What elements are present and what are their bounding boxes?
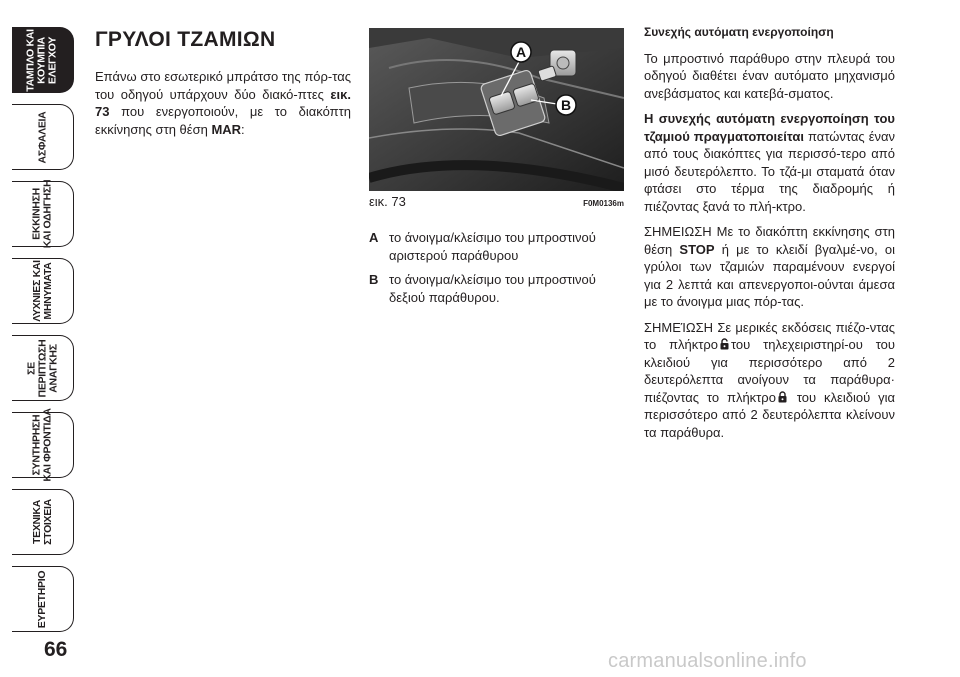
lock-icon bbox=[778, 391, 787, 403]
legend-item bbox=[369, 271, 629, 307]
paragraph-mechanism: Το μπροστινό παράθυρο στην πλευρά του οδηγού διαθέτει έναν αυτόματο μηχανισμό ανεβάσματος και κατεβά-σματος. bbox=[644, 50, 895, 101]
chapter-tab[interactable] bbox=[12, 27, 74, 93]
chapter-tab-label: ΣΥΝΤΗΡΗΣΗ ΚΑΙ ΦΡΟΝΤΙΔΑ bbox=[30, 408, 54, 482]
legend-key: B bbox=[369, 272, 379, 287]
chapter-tab-label: ΕΚΚΙΝΗΣΗ ΚΑΙ ΟΔΗΓΗΣΗ bbox=[30, 179, 54, 249]
chapter-tab[interactable] bbox=[12, 258, 74, 324]
figure-caption bbox=[369, 194, 624, 209]
unlock-icon bbox=[720, 338, 729, 350]
chapter-tab-label: ΣΕ ΠΕΡΙΠΤΩΣΗ ΑΝΑΓΚΗΣ bbox=[24, 339, 59, 397]
page-number: 66 bbox=[44, 638, 68, 661]
chapter-tab-label: ΤΕΧΝΙΚΑ ΣΤΟΙΧΕΙΑ bbox=[30, 499, 54, 545]
chapter-tab-label: ΑΣΦΑΛΕΙΑ bbox=[35, 111, 48, 163]
chapter-tab[interactable] bbox=[12, 104, 74, 170]
figure-reference: εικ. 73 bbox=[95, 86, 351, 119]
intro-paragraph: Επάνω στο εσωτερικό μπράτσο της πόρ-τας του οδηγού υπάρχουν δύο διακό-πτες εικ. 73 που ενεργοποιούν, με το διακόπτη εκκίνησης στη θέση MAR: bbox=[95, 69, 351, 137]
window-switch-figure bbox=[369, 28, 624, 191]
subsection-heading: Συνεχής αυτόματη ενεργοποίηση bbox=[644, 25, 834, 39]
paragraph-activation: Η συνεχής αυτόματη ενεργοποίηση του τζαμιού πραγματοποιείται πατώντας έναν από τους διακόπτες για περισσό-τερο από μισό δευτερόλεπτο. Το τζά-μι σταματά όταν φτάσει στο τέρμα της διαδρομής ή πιέζοντας ξανά το πλή-κτρο. bbox=[644, 111, 896, 214]
section-title: ΓΡΥΛΟΙ ΤΖΑΜΙΩΝ bbox=[95, 28, 276, 51]
chapter-tab[interactable] bbox=[12, 489, 74, 555]
chapter-tab-label: ΛΥΧΝΙΕΣ ΚΑΙ ΜΗΝΥΜΑΤΑ bbox=[30, 260, 54, 322]
legend-text: το άνοιγμα/κλείσιμο του μπροστινού δεξιού παράθυρου. bbox=[389, 272, 596, 305]
chapter-tab[interactable] bbox=[12, 335, 74, 401]
legend-item bbox=[369, 229, 629, 265]
watermark: carmanualsonline.info bbox=[608, 650, 807, 672]
figure-label: εικ. 73 bbox=[369, 194, 406, 209]
legend-text: το άνοιγμα/κλείσιμο του μπροστινού αριστερού παράθυρου bbox=[389, 230, 596, 263]
automatic-operation-column bbox=[644, 24, 895, 449]
ignition-position: MAR bbox=[211, 121, 242, 137]
paragraph-note-stop: ΣΗΜΕΙΩΣΗ Με το διακόπτη εκκίνησης στη θέση STOP ή με το κλειδί βγαλμέ-νο, οι γρύλοι των τζαμιών παραμένουν ενεργοί για 2 λεπτά και απενεργοποι-ούνται άμεσα με το άνοιγμα μιας πόρ-τας. bbox=[644, 224, 895, 309]
figure-code: F0M0136m bbox=[583, 199, 624, 208]
chapter-tab[interactable] bbox=[12, 181, 74, 247]
callout-b-label: B bbox=[560, 97, 572, 113]
chapter-tab[interactable] bbox=[12, 408, 74, 482]
callout-a-label: A bbox=[515, 44, 527, 60]
legend-key: A bbox=[369, 230, 379, 245]
chapter-tab-label: ΤΑΜΠΛΟ ΚΑΙ ΚΟΥΜΠΙΑ ΕΛΕΓΧΟΥ bbox=[25, 28, 59, 92]
figure-legend bbox=[369, 229, 629, 313]
paragraph-note-remote: ΣΗΜΕΊΩΣΗ Σε μερικές εκδόσεις πιέζο-ντας το πλήκτρο του τηλεχειριστηρί-ου του κλειδιού για περισσότερο από 2 δευτερόλεπτα ανοίγουν τα παράθυρα· πιέζοντας το πλήκτρο του κλειδιού για περισσότερο από 2 δευτερόλεπτα κλείνουν τα παράθυρα. bbox=[644, 319, 895, 440]
door-armrest-illustration bbox=[369, 28, 624, 191]
chapter-tab-label: ΕΥΡΕΤΗΡΙΟ bbox=[36, 570, 48, 628]
chapter-tab[interactable] bbox=[12, 566, 74, 632]
